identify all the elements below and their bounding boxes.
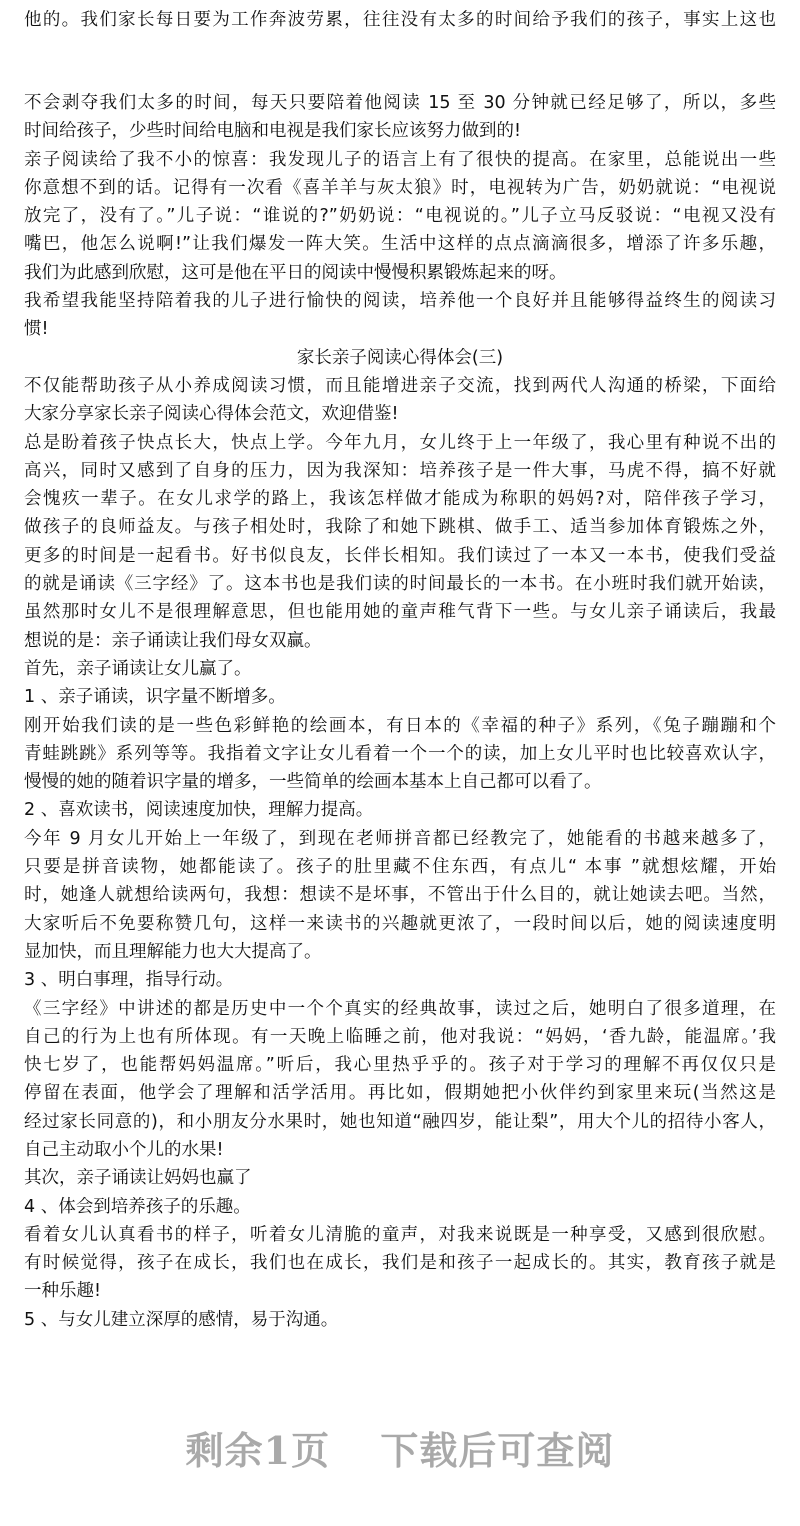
paragraph-line: 的就是诵读《三字经》了。这本书也是我们读的时间最长的一本书。在小班时我们就开始读， xyxy=(24,574,776,595)
paragraph-line: 大家分享家长亲子阅读心得体会范文，欢迎借鉴! xyxy=(24,404,399,425)
paragraph-line: 总是盼着孩子快点长大，快点上学。今年九月，女儿终于上一年级了，我心里有种说不出的 xyxy=(24,432,776,453)
download-to-view-label[interactable]: 下载后可查阅 xyxy=(380,1428,615,1473)
section-title: 家长亲子阅读心得体会(三) xyxy=(296,347,504,368)
paragraph-line: 青蛙跳跳》系列等等。我指着文字让女儿看着一个一个的读，加上女儿平时也比较喜欢认字， xyxy=(24,743,776,764)
paragraph xyxy=(24,1221,776,1306)
paragraph-line: 其次，亲子诵读让妈妈也赢了 xyxy=(24,1168,252,1189)
paragraph xyxy=(24,1164,776,1192)
paragraph-line: 放完了，没有了。”儿子说：“谁说的?”奶奶说：“电视说的。”儿子立马反驳说：“电视又没有 xyxy=(24,206,776,227)
paragraph-line: 2 、喜欢读书，阅读速度加快，理解力提高。 xyxy=(24,800,374,821)
paragraph-line: 5 、与女儿建立深厚的感情，易于沟通。 xyxy=(24,1309,339,1330)
paragraph-line: 时间给孩子，少些时间给电脑和电视是我们家长应该努力做到的! xyxy=(24,121,522,142)
paragraph-line: 首先，亲子诵读让女儿赢了。 xyxy=(24,658,252,679)
paragraph xyxy=(24,429,776,655)
paragraph xyxy=(24,6,776,34)
paragraph-line: 看着女儿认真看书的样子，听着女儿清脆的童声，对我来说既是一种享受，又感到很欣慰。 xyxy=(24,1224,776,1245)
paragraph xyxy=(24,655,776,683)
paragraph-line: 高兴，同时又感到了自身的压力，因为我深知：培养孩子是一件大事，马虎不得，搞不好就 xyxy=(24,460,776,481)
paragraph xyxy=(24,966,776,994)
paragraph-line: 时，她逢人就想给读两句，我想：想读不是坏事，不管出于什么目的，就让她读去吧。当然， xyxy=(24,885,776,906)
paragraph-line: 我希望我能坚持陪着我的儿子进行愉快的阅读，培养他一个良好并且能够得益终生的阅读习 xyxy=(24,291,776,312)
paragraph-line: 停留在表面，他学会了理解和活学活用。再比如，假期她把小伙伴约到家里来玩(当然这是 xyxy=(24,1083,776,1104)
paragraph-line: 不会剥夺我们太多的时间，每天只要陪着他阅读 15 至 30 分钟就已经足够了，所以，多些 xyxy=(24,93,776,113)
paragraph-line: 更多的时间是一起看书。好书似良友，长伴长相知。我们读过了一本又一本书，使我们受益 xyxy=(24,545,776,566)
paragraph-line: 不仅能帮助孩子从小养成阅读习惯，而且能增进亲子交流，找到两代人沟通的桥梁，下面给 xyxy=(24,375,776,396)
paragraph-line: 4 、体会到培养孩子的乐趣。 xyxy=(24,1196,251,1217)
paragraph-line: 慢慢的她的随着识字量的增多，一些简单的绘画本基本上自己都可以看了。 xyxy=(24,772,602,793)
document-top-fragment xyxy=(24,6,776,34)
paragraph-line: 只要是拼音读物，她都能读了。孩子的肚里藏不住东西，有点儿“ 本事 ”就想炫耀，开始 xyxy=(24,857,776,878)
paragraph-line: 自己主动取小个儿的水果! xyxy=(24,1139,224,1160)
paragraph xyxy=(24,287,776,344)
paragraph xyxy=(24,796,776,824)
remaining-pages-label: 剩余1页 xyxy=(185,1428,331,1473)
paragraph-line: 大家听后不免要称赞几句，这样一来读书的兴趣就更浓了，一段时间以后，她的阅读速度明 xyxy=(24,913,776,934)
paragraph xyxy=(24,825,776,966)
paragraph-line: 你意想不到的话。记得有一次看《喜羊羊与灰太狼》时，电视转为广告，奶奶就说：“电视说 xyxy=(24,177,776,198)
paragraph-line: 我们为此感到欣慰，这可是他在平日的阅读中慢慢积累锻炼起来的呀。 xyxy=(24,262,567,283)
paragraph-line: 嘴巴，他怎么说啊!”让我们爆发一阵大笑。生活中这样的点点滴滴很多，增添了许多乐趣， xyxy=(24,234,776,255)
paragraph-line: 自己的行为上也有所体现。有一天晚上临睡之前，他对我说：“妈妈，‘香九龄，能温席。’我 xyxy=(24,1026,776,1047)
paragraph-line: 经过家长同意的)，和小朋友分水果时，她也知道“融四岁，能让梨”，用大个儿的招待小客人， xyxy=(24,1111,776,1132)
paragraph-line: 今年 9 月女儿开始上一年级了，到现在老师拼音都已经教完了，她能看的书越来越多了， xyxy=(24,828,776,849)
paragraph xyxy=(24,372,776,429)
paragraph xyxy=(24,146,776,287)
paragraph xyxy=(24,995,776,1165)
paragraph-line: 快七岁了，也能帮妈妈温席。”听后，我心里热乎乎的。孩子对于学习的理解不再仅仅只是 xyxy=(24,1055,776,1076)
paragraph xyxy=(24,1306,776,1334)
paragraph-line: 亲子阅读给了我不小的惊喜：我发现儿子的语言上有了很快的提高。在家里，总能说出一些 xyxy=(24,149,776,170)
paragraph-line: 做孩子的良师益友。与孩子相处时，我除了和她下跳棋、做手工、适当参加体育锻炼之外， xyxy=(24,517,776,538)
paragraph xyxy=(24,89,776,146)
paragraph-line: 他的。我们家长每日要为工作奔波劳累，往往没有太多的时间给予我们的孩子，事实上这也 xyxy=(24,10,776,30)
paragraph-line: 《三字经》中讲述的都是历史中一个个真实的经典故事，读过之后，她明白了很多道理，在 xyxy=(24,998,776,1019)
paragraph-line: 刚开始我们读的是一些色彩鲜艳的绘画本，有日本的《幸福的种子》系列，《兔子蹦蹦和个 xyxy=(24,715,776,736)
paragraph-line: 有时候觉得，孩子在成长，我们也在成长，我们是和孩子一起成长的。其实，教育孩子就是 xyxy=(24,1253,776,1274)
paragraph-line: 会愧疚一辈子。在女儿求学的路上，我该怎样做才能成为称职的妈妈?对，陪伴孩子学习， xyxy=(24,489,776,510)
paragraph-line: 3 、明白事理，指导行动。 xyxy=(24,970,234,991)
paragraph xyxy=(24,683,776,711)
paragraph xyxy=(24,712,776,797)
document-body xyxy=(24,89,776,1334)
paragraph-line: 虽然那时女儿不是很理解意思，但也能用她的童声稚气背下一些。与女儿亲子诵读后，我最 xyxy=(24,602,776,623)
paragraph-line: 惯! xyxy=(24,319,49,340)
paragraph-line: 1 、亲子诵读，识字量不断增多。 xyxy=(24,687,286,708)
paragraph-line: 显加快，而且理解能力也大大提高了。 xyxy=(24,941,322,962)
paragraph xyxy=(24,1193,776,1221)
download-banner[interactable] xyxy=(0,1420,800,1475)
paragraph-line: 想说的是：亲子诵读让我们母女双赢。 xyxy=(24,630,322,651)
paragraph-line: 一种乐趣! xyxy=(24,1281,102,1302)
